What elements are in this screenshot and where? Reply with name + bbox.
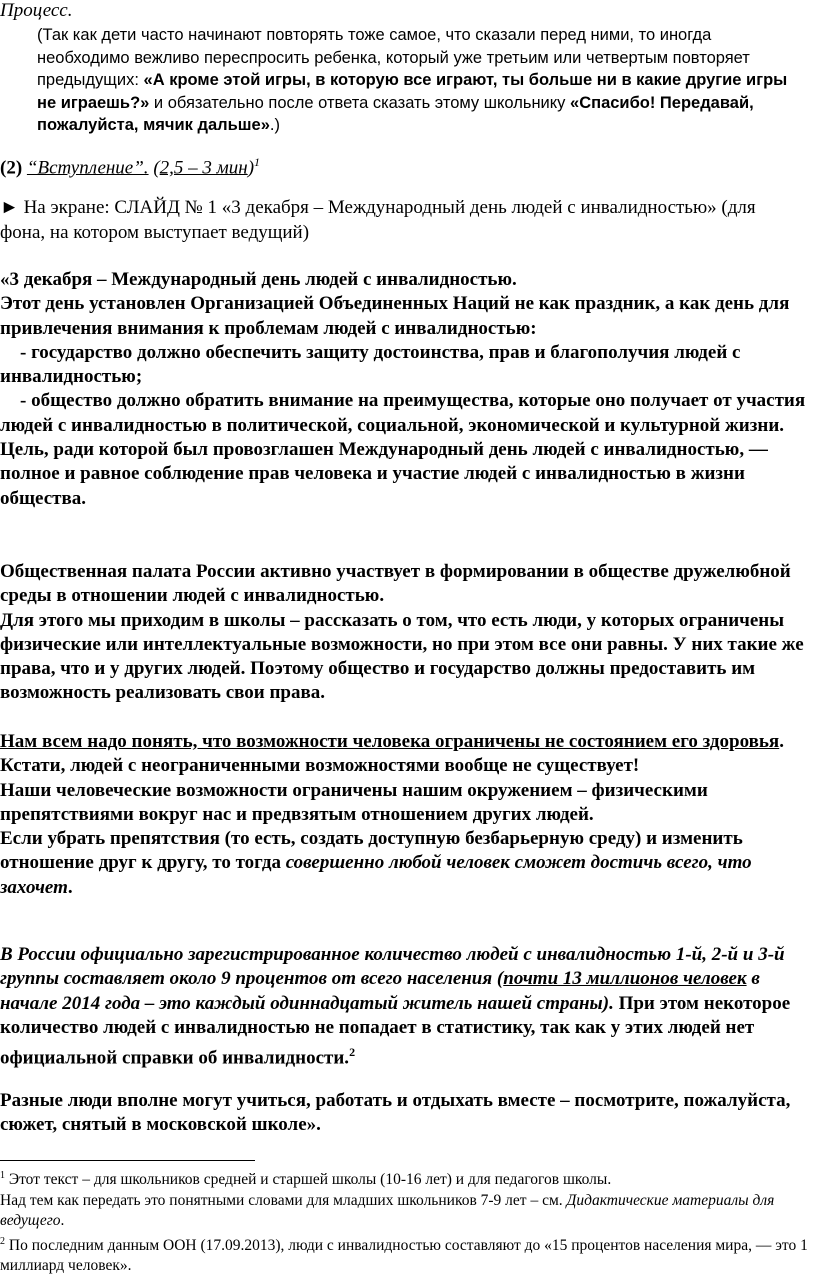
section-number: (2) xyxy=(0,157,23,179)
body-paragraph: Для этого мы приходим в школы – рассказать о том, что есть люди, у которых ограничены физические или интеллектуальные возможности, но при этом все они равны. У них такие же права, что и у других людей. Поэтому общество и государство должны предоставить им возможность реализовать свои права. xyxy=(0,609,804,704)
list-item: - государство должно обеспечить защиту достоинства, прав и благополучия людей с инвалидностью; xyxy=(0,341,741,388)
play-arrow-icon: ► xyxy=(0,197,19,218)
body-text-block-2 xyxy=(0,560,808,706)
footnotes xyxy=(0,1166,808,1277)
body-paragraph: «3 декабря – Международный день людей с инвалидностью. xyxy=(0,269,517,290)
process-heading: Процесс. xyxy=(0,0,73,21)
body-paragraph: Общественная палата России активно участвует в формировании в обществе дружелюбной среды в отношении людей с инвалидностью. xyxy=(0,561,791,607)
note-quote-2: «Спасибо! Передавай, пожалуйста, мячик дальше» xyxy=(37,93,754,134)
list-item: - общество должно обратить внимание на преимущества, которые оно получает от участия людей с инвалидностью в политической, социальной, экономической и культурной жизни. xyxy=(0,390,806,436)
note-text-1: (Так как дети часто начинают повторять тоже самое, что сказали перед ними, то иногда необходимо вежливо переспросить ребенка, который уже третьим или четвертым повторяет предыдущих: xyxy=(37,26,750,89)
note-text-3: .) xyxy=(269,116,280,134)
body-paragraph: Наши человеческие возможности ограничены нашим окружением – физическими препятствиями вокруг нас и предвзятым отношением других людей. xyxy=(0,779,708,825)
body-text-block-5 xyxy=(0,1089,808,1138)
body-text-block-4 xyxy=(0,943,808,1071)
italic-span: совершенно любой человек сможет достичь всего, что захочет xyxy=(0,852,752,898)
note-text-2: и обязательно после ответа сказать этому школьнику xyxy=(149,93,571,112)
section-title: “Вступление”. xyxy=(26,157,149,179)
punctuation: . xyxy=(60,1212,65,1230)
footnote-ref-1[interactable]: 1 xyxy=(254,155,261,169)
footnote-1 xyxy=(0,1166,808,1191)
footnote-text: По последним данным ООН (17.09.2013), люди с инвалидностью составляют до «15 процентов населения мира, — это 1 миллиард человек». xyxy=(0,1236,808,1275)
body-paragraph: Кстати, людей с неограниченными возможностями вообще не существует! xyxy=(0,755,640,777)
facilitator-note xyxy=(37,24,797,137)
footnote-1-continued xyxy=(0,1191,808,1232)
body-paragraph-underlined xyxy=(0,730,808,754)
footnote-number: 1 xyxy=(0,1170,5,1181)
body-paragraph-statistics xyxy=(0,943,808,1071)
section-time: 2,5 – 3 мин xyxy=(159,157,248,179)
footnote-text: Этот текст – для школьников средней и старшей школы (10-16 лет) и для педагогов школы. xyxy=(5,1171,612,1189)
body-paragraph xyxy=(0,827,808,900)
slide-instruction xyxy=(0,195,805,245)
underlined-italic-span: почти 13 миллионов человек xyxy=(503,968,747,990)
body-paragraph: Цель, ради которой был провозглашен Международный день людей с инвалидностью, — полное и равное соблюдение прав человека и участие людей с инвалидностью в жизни общества. xyxy=(0,439,768,509)
punctuation: . xyxy=(779,731,784,752)
punctuation: . xyxy=(67,876,73,898)
italic-span: В России официально зарегистрированное количество людей с инвалидностью 1-й, 2-й и 3-й группы составляет около 9 процентов от всего населения ( xyxy=(0,944,785,990)
body-text-block-1 xyxy=(0,268,808,511)
body-text-block-3 xyxy=(0,730,808,900)
footnote-separator xyxy=(0,1160,255,1161)
italic-span: в начале 2014 года – это каждый одиннадцатый житель нашей страны). xyxy=(0,968,760,1014)
body-paragraph: Разные люди вполне могут учиться, работать и отдыхать вместе – посмотрите, пожалуйста, сюжет, снятый в московской школе». xyxy=(0,1090,791,1136)
text-span: Если убрать препятствия (то есть, создать доступную безбарьерную среду) и изменить отношение друг к другу, то тогда xyxy=(0,828,743,874)
footnote-italic: Дидактические материалы для ведущего xyxy=(0,1191,775,1230)
footnote-number: 2 xyxy=(0,1235,5,1247)
section-time-open: ( xyxy=(153,157,160,179)
note-quote-1: «А кроме этой игры, в которую все играют, ты больше ни в какие другие игры не играешь?» xyxy=(37,71,788,112)
text-span: При этом некоторое количество людей с инвалидностью не попадает в статистику, так как у этих людей нет официальной справки об инвалидности. xyxy=(0,992,791,1069)
underlined-statement: Нам всем надо понять, что возможности человека ограничены не состоянием его здоровья xyxy=(0,731,780,752)
footnote-ref-2[interactable]: 2 xyxy=(349,1045,356,1060)
section-heading xyxy=(0,150,260,180)
slide-text: На экране: СЛАЙД № 1 «3 декабря – Международный день людей с инвалидностью» (для фона, на котором выступает ведущий) xyxy=(0,197,756,243)
body-paragraph: Этот день установлен Организацией Объединенных Наций не как праздник, а как день для привлечения внимания к проблемам людей с инвалидностью: xyxy=(0,293,790,339)
footnote-text: Над тем как передать это понятными словами для младших школьников 7-9 лет – см. xyxy=(0,1191,567,1209)
section-time-close: ) xyxy=(247,157,255,179)
footnote-2 xyxy=(0,1232,808,1277)
